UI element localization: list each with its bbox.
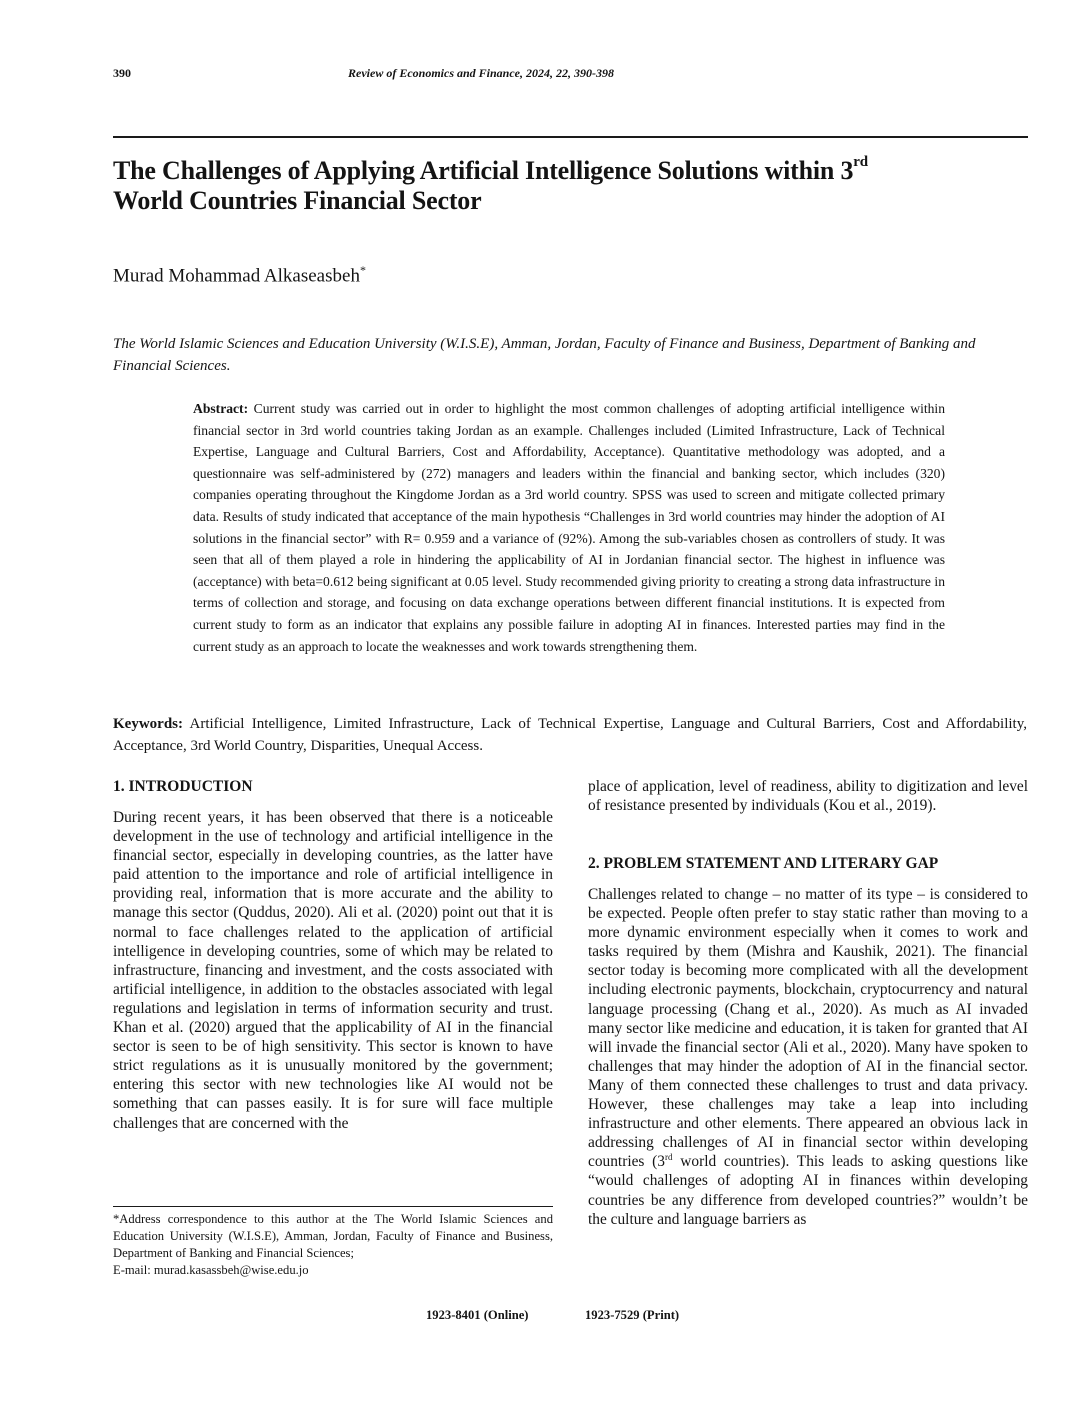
problem-text-part-2: world countries). This leads to asking questions like “would challenges of adopting AI in finances within developing countries be any difference from developed countries?” wouldn’t be the culture and language barriers as bbox=[588, 1153, 1028, 1228]
problem-statement-body bbox=[588, 885, 1028, 1229]
footnote-divider bbox=[113, 1206, 553, 1207]
title-line-2: World Countries Financial Sector bbox=[113, 186, 482, 215]
problem-superscript: rd bbox=[665, 1152, 673, 1163]
keywords-label: Keywords: bbox=[113, 716, 183, 732]
correspondence-footnote bbox=[113, 1211, 553, 1279]
abstract-text: Current study was carried out in order to highlight the most common challenges of adopting artificial intelligence within financial sector in 3rd world countries taking Jordan as an example. Challenges included (Limited Infrastructure, Lack of Technical Expertise, Language and Cultural Barriers, Cost and Affordability, Acceptance). Quantitative methodology was adopted, and a questionnaire was self-administered by (272) managers and leaders within the financial and banking sector, which includes (320) companies operating throughout the Kingdome Jordan as a 3rd world country. SPSS was used to screen and mitigate collected primary data. Results of study indicated that acceptance of the main hypothesis “Challenges in 3rd world countries may hinder the adoption of AI solutions in the financial sector” with R= 0.959 and a variance of (92%). Among the sub-variables chosen as controllers of study. It was seen that all of them played a role in hindering the applicability of AI in Jordanian financial sector. The highest in influence was (acceptance) with beta=0.612 being significant at 0.05 level. Study recommended giving priority to creating a strong data infrastructure in terms of collection and storage, and focusing on data exchange operations between different financial institutions. It is expected from current study to form as an indicator that explains any possible failure in adopting AI in finances. Interested parties may find in the current study as an approach to locate the weaknesses and work towards strengthening them. bbox=[193, 401, 945, 654]
issn-print: 1923-7529 (Print) bbox=[585, 1308, 680, 1322]
header-divider bbox=[113, 136, 1028, 138]
abstract bbox=[193, 398, 945, 657]
footnote-text: *Address correspondence to this author at the The World Islamic Sciences and Education University (W.I.S.E), Amman, Jordan, Faculty of Finance and Business, Department of Banking and Financial Sciences; bbox=[113, 1212, 553, 1260]
abstract-label: Abstract: bbox=[193, 401, 249, 416]
introduction-heading: 1. INTRODUCTION bbox=[113, 778, 253, 795]
problem-text-part-1: Challenges related to change – no matter of its type – is considered to be expected. People often prefer to stay static rather than moving to a more dynamic environment especially when it comes to work and tasks required by them (Mishra and Kaushik, 2021). The financial sector today is becoming more complicated with all the development including electronic payments, blockchain, cryptocurrency and natural language processing (Chang et al., 2020). As much as AI invaded many sector like medicine and education, it is taken for granted that AI will invade the financial sector (Ali et al., 2020). Many have spoken to challenges that may hinder the adoption of AI in the financial sector. Many of them connected these challenges to trust and data privacy. However, these challenges may take a leap into including infrastructure and other elements. There appeared an obvious lack in addressing challenges of AI in financial sector within developing countries (3 bbox=[588, 886, 1028, 1171]
footnote-email: E-mail: murad.kasassbeh@wise.edu.jo bbox=[113, 1263, 309, 1277]
author-name bbox=[113, 263, 366, 287]
author-affiliation: The World Islamic Sciences and Education University (W.I.S.E), Amman, Jordan, Faculty of Finance and Business, Department of Banking and Financial Sciences. bbox=[113, 336, 976, 374]
issn-online: 1923-8401 (Online) bbox=[426, 1308, 529, 1322]
journal-reference: Review of Economics and Finance, 2024, 22, 390-398 bbox=[348, 66, 614, 80]
keywords-text: Artificial Intelligence, Limited Infrastructure, Lack of Technical Expertise, Language and Cultural Barriers, Cost and Affordability, Acceptance, 3rd World Country, Disparities, Unequal Access. bbox=[113, 716, 1027, 754]
author-text: Murad Mohammad Alkaseasbeh bbox=[113, 265, 360, 287]
page-number: 390 bbox=[113, 66, 131, 80]
introduction-body: During recent years, it has been observed that there is a noticeable development in the use of technology and artificial intelligence in the financial sector, especially in developing countries, as the latter have paid attention to the importance and role of artificial intelligence in providing real, information that is more accurate and the ability to manage this sector (Quddus, 2020). Ali et al. (2020) point out that it is normal to face challenges related to the application of artificial intelligence in developing countries, some of which may be related to infrastructure, financing and investment, and the costs associated with artificial intelligence, in addition to the obstacles associated with legal regulations and legislation in terms of information security and trust. Khan et al. (2020) argued that the applicability of AI in the financial sector is seen to be of high sensitivity. This sector is known to have strict regulations as it is unusually monitored by the government; entering this sector with new technologies like AI would not be something that can passes easily. It is for sure will face multiple challenges that are concerned with the bbox=[113, 809, 553, 1132]
introduction-continuation: place of application, level of readiness, ability to digitization and level of resistance presented by individuals (Kou et al., 2019). bbox=[588, 778, 1028, 815]
title-superscript: rd bbox=[853, 154, 868, 171]
problem-statement-heading: 2. PROBLEM STATEMENT AND LITERARY GAP bbox=[588, 855, 939, 872]
title-main: The Challenges of Applying Artificial Intelligence Solutions within 3 bbox=[113, 156, 854, 185]
author-marker: * bbox=[359, 263, 366, 277]
keywords bbox=[113, 713, 1027, 757]
article-title bbox=[113, 156, 1033, 216]
